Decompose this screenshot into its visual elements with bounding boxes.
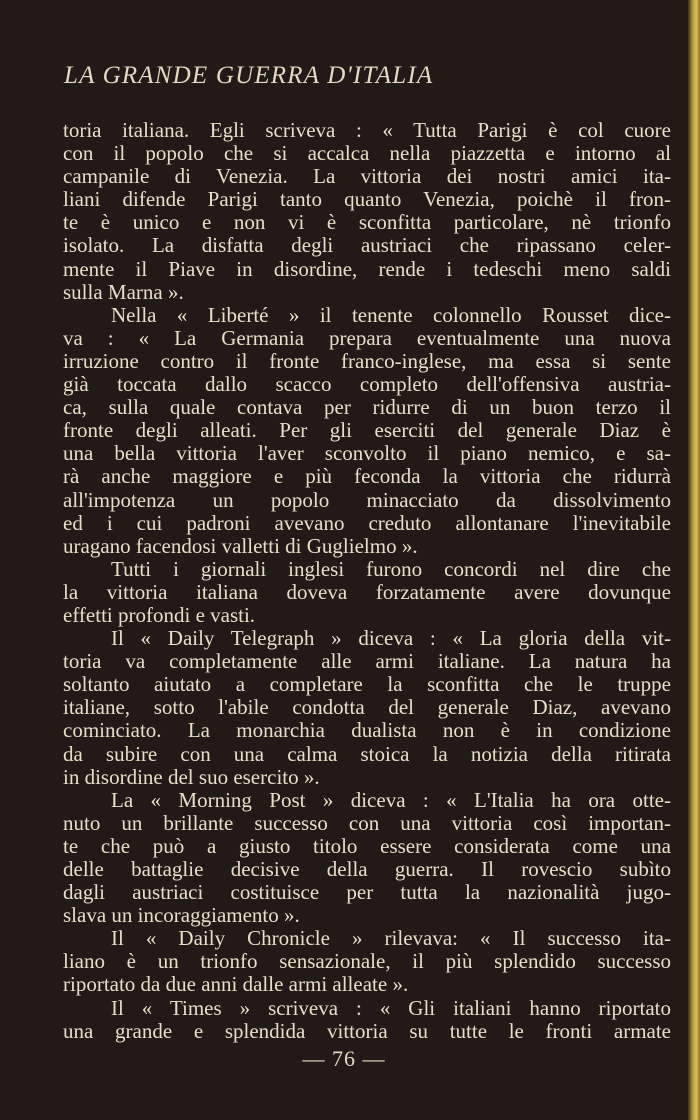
text-line: delle battaglie decisive della guerra. Il rovescio subìto xyxy=(63,857,671,881)
paragraph-first-line: La « Morning Post » diceva : « L'Italia ha ora otte- xyxy=(111,787,671,812)
text-line: soltanto aiutato a completare la sconfitta che le truppe xyxy=(63,672,671,697)
text-line: te che può a giusto titolo essere considerata come una xyxy=(63,833,671,858)
text-line: riportato da due anni dalle armi alleate ». xyxy=(63,972,409,997)
text-line: toria va completamente alle armi italiane. La natura ha xyxy=(63,649,671,674)
text-line: ed i cui padroni avevano creduto allontanare l'inevitabile xyxy=(63,510,671,535)
text-line: isolato. La disfatta degli austriaci che ripassano celer- xyxy=(63,233,671,258)
text-line: effetti profondi e vasti. xyxy=(63,602,256,627)
paragraph-first-line: Il « Daily Chronicle » rilevava: « Il successo ita- xyxy=(111,926,671,951)
text-line: slava un incoraggiamento ». xyxy=(63,903,300,928)
running-title: LA GRANDE GUERRA D'ITALIA xyxy=(64,62,434,89)
page-edge xyxy=(688,0,700,1120)
text-line: una bella vittoria l'aver sconvolto il piano nemico, e sa- xyxy=(63,441,671,466)
text-line: campanile di Venezia. La vittoria dei nostri amici ita- xyxy=(63,164,671,189)
text-line: nuto un brillante successo con una vittoria così importan- xyxy=(63,810,671,835)
text-line: rà anche maggiore e più feconda la vittoria che ridurrà xyxy=(63,464,671,489)
text-line: cominciato. La monarchia dualista non è in condizione xyxy=(63,718,671,743)
paragraph-first-line: Tutti i giornali inglesi furono concordi nel dire che xyxy=(111,556,671,581)
text-line: in disordine del suo esercito ». xyxy=(63,764,320,789)
text-line: all'impotenza un popolo minacciato da dissolvimento xyxy=(63,487,671,512)
text-line: liani difende Parigi tanto quanto Venezia, poichè il fron- xyxy=(63,187,671,212)
paragraph-first-line: Il « Daily Telegraph » diceva : « La gloria della vit- xyxy=(111,626,671,651)
text-line: con il popolo che si accalca nella piazzetta e intorno al xyxy=(63,141,671,166)
page-number: — 76 — xyxy=(302,1046,386,1071)
paragraph-first-line: Nella « Liberté » il tenente colonnello Rousset dice- xyxy=(111,302,671,327)
text-line: italiane, sotto l'abile condotta del generale Diaz, avevano xyxy=(63,695,671,720)
text-line: toria italiana. Egli scriveva : « Tutta Parigi è col cuore xyxy=(63,118,671,142)
paragraph-first-line: Il « Times » scriveva : « Gli italiani hanno riportato xyxy=(111,995,671,1020)
text-line: sulla Marna ». xyxy=(63,279,184,304)
text-line: fronte degli alleati. Per gli eserciti del generale Diaz è xyxy=(63,418,671,443)
text-line: dagli austriaci costituisce per tutta la nazionalità jugo- xyxy=(63,880,671,905)
text-line: la vittoria italiana doveva forzatamente avere dovunque xyxy=(63,579,671,604)
text-line: già toccata dallo scacco completo dell'offensiva austria- xyxy=(63,372,671,397)
text-line: da subire con una calma stoica la notizia della ritirata xyxy=(63,741,671,766)
text-line: uragano facendosi valletti di Guglielmo ». xyxy=(63,533,418,558)
text-line: va : « La Germania prepara eventualmente una nuova xyxy=(63,325,671,350)
text-line: liano è un trionfo sensazionale, il più splendido successo xyxy=(63,949,671,974)
body-text xyxy=(63,119,671,1043)
text-line: una grande e splendida vittoria su tutte le fronti armate xyxy=(63,1018,671,1043)
text-line: ca, sulla quale contava per ridurre di un buon terzo il xyxy=(63,395,671,420)
text-line: mente il Piave in disordine, rende i tedeschi meno saldi xyxy=(63,256,671,281)
text-line: te è unico e non vi è sconfitta particolare, nè trionfo xyxy=(63,210,671,235)
text-line: irruzione contro il fronte franco-inglese, ma essa si sente xyxy=(63,348,671,373)
